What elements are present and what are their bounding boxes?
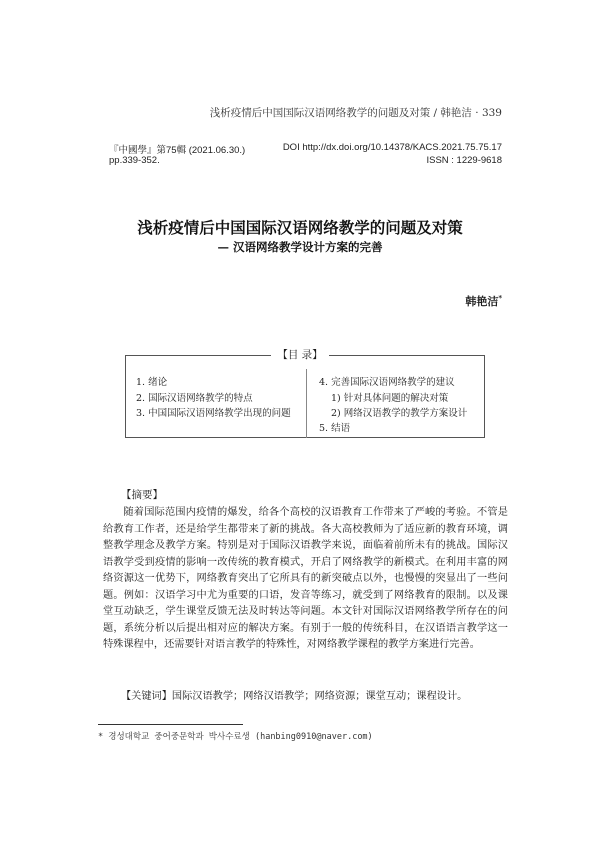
paper-title: 浅析疫情后中国国际汉语网络教学的问题及对策	[137, 218, 463, 237]
abstract-label: 【摘要】	[121, 489, 163, 501]
doi-link[interactable]: DOI http://dx.doi.org/10.14378/KACS.2021.75.75.17	[282, 142, 502, 153]
author-name: 韩艳洁	[465, 295, 499, 308]
issn: ISSN : 1229-9618	[426, 155, 502, 166]
page-range: pp.339-352.	[109, 155, 160, 166]
toc-item: 1. 绪论	[136, 377, 168, 388]
footnote-divider	[98, 724, 243, 725]
author-footnote: * 경성대학교 중어중문학과 박사수료생 (hanbing0910@naver.com)	[98, 732, 373, 742]
toc-header: 【目 录】	[0, 347, 600, 362]
author-footnote-mark: *	[498, 293, 502, 303]
keywords: 【关键词】国际汉语教学；网络汉语教学；网络资源；课堂互动；课程设计。	[121, 691, 468, 702]
toc-item: 2. 国际汉语网络教学的特点	[136, 393, 253, 404]
toc-item: 4. 完善国际汉语网络教学的建议	[319, 377, 455, 388]
abstract-body: 随着国际范围内疫情的爆发，给各个高校的汉语教育工作带来了严峻的考验。不管是给教育工作者，还是给学生都带来了新的挑战。各大高校教师为了适应新的教育环境，调整教学理念及教学方案。特别是对于国际汉语教学来说，面临着前所未有的挑战。国际汉语教学受到疫情的影响一改传统的教育模式，开启了网络教学的新模式。在利用丰富的网络资源这一优势下，网络教育突出了它所具有的新突破点以外，也慢慢的突显出了一些问题。例如：汉语学习中尤为重要的口语，发音等练习，就受到了网络教育的限制。以及课堂互动缺乏，学生课堂反馈无法及时转达等问题。本文针对国际汉语网络教学所存在的问题，系统分析以后提出相对应的解决方案。有别于一般的传统科目，在汉语语言教学这一特殊课程中，还需要针对语言教学的特殊性，对网络教学课程的教学方案进行完善。	[103, 507, 508, 650]
author	[465, 293, 502, 309]
toc-subitem: 1) 针对具体问题的解决对策	[331, 393, 449, 404]
journal-citation: 『中國學』第75輯 (2021.06.30.)	[109, 145, 246, 156]
toc-item: 3. 中国国际汉语网络教学出现的问题	[136, 408, 291, 419]
running-head: 浅析疫情后中国国际汉语网络教学的问题及对策 / 韩艳洁 · 339	[209, 107, 502, 119]
paper-subtitle: — 汉语网络教学设计方案的完善	[217, 240, 383, 254]
toc-item: 5. 结语	[319, 423, 351, 434]
toc-divider	[306, 369, 307, 438]
toc-subitem: 2) 网络汉语教学的教学方案设计	[331, 408, 468, 419]
